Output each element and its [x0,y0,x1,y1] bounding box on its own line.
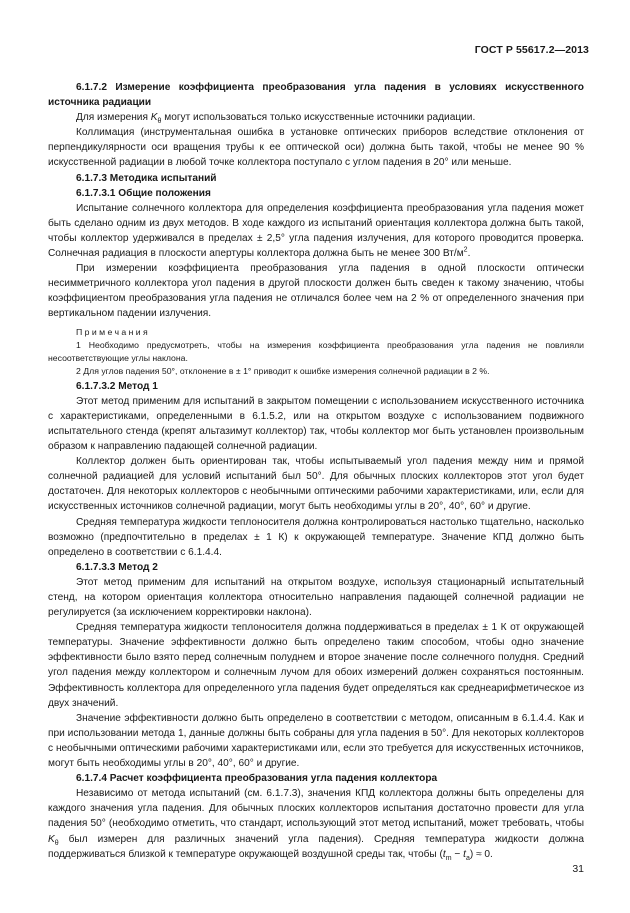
body-paragraph: Этот метод применим для испытаний в закрытом помещении с использованием искусственного источника с характеристиками, определенными в 6.1.5.2, или на открытом воздухе с использованием подвижного испытательного стенда (крепят альтазимут коллектор) так, чтобы коллектор мог быть установлен произвольным образом к направлению падающей солнечной радиации. [48,395,584,453]
section-heading: 6.1.7.3.1 Общие положения [76,187,211,199]
body-paragraph: Значение эффективности должно быть определено в соответствии с методом, описанным в 6.1.4.4. Как и при использовании метода 1, данные должны быть собраны для угла падения в 50°. Для некоторых коллекторов с необычными оптическими рабочими характеристиками или, если это требуется для искусственных источников, могут быть необходимы углы в 20°, 40°, 60° и другие. [48,712,584,770]
note-paragraph: 2 Для углов падения 50°, отклонение в ± 1° приводит к ошибке измерения солнечной радиации в 2 %. [76,366,490,377]
body-paragraph: Средняя температура жидкости теплоносителя должна контролироваться настолько тщательно, насколько возможно (предпочтительно в пределах ± 1 К) к окружающей температуре. Значение КПД должно быть определено в соответствии с 6.1.4.4. [48,516,584,558]
body-paragraph: Для измерения $K_\theta$ могут использоваться только искусственные источники радиации. [76,112,476,126]
note-paragraph: 1 Необходимо предусмотреть, чтобы на измерения коэффициента преобразования угла падения не повлияли несоответствующие углы наклона. [48,339,584,364]
section-heading: 6.1.7.4 Расчет коэффициента преобразования угла падения коллектора [76,773,438,785]
section-heading: 6.1.7.3.3 Метод 2 [76,561,158,573]
standard-header: ГОСТ Р 55617.2—2013 [474,44,589,56]
note-paragraph: Примечания [76,326,151,337]
section-heading: 6.1.7.2 Измерение коэффициента преобразования угла падения в условиях искусственного источника радиации [48,82,584,109]
document-body [48,80,584,862]
body-paragraph: Средняя температура жидкости теплоносителя должна поддерживаться в пределах ± 1 К от окружающей температуры. Значение эффективности должно быть определено таким способом, чтобы одно значение эффективности было взято перед солнечным полуднем и второе значение после солнечного полудня. Средний угол падения между коллектором и солнечным лучом для обоих измерений должен сохраняться постоянным. Эффективность коллектора для определенного угла падения будет определяться как среднеарифметическое из двух значений. [48,622,584,709]
page-number: 31 [572,863,584,875]
section-heading: 6.1.7.3 Методика испытаний [76,172,217,184]
body-paragraph: Этот метод применим для испытаний на открытом воздухе, используя стационарный испытательный стенд, на котором ориентация коллектора относительно направления падающей солнечной радиации не регулируется (за исключением корректировки наклона). [48,576,584,619]
body-paragraph: Коллектор должен быть ориентирован так, чтобы испытываемый угол падения между ним и прямой солнечной радиацией для условий испытаний был 50°. Для обычных плоских коллекторов этот угол будет достаточен. Для некоторых коллекторов с необычными оптическими рабочими характеристиками, или, если для искусственных источников солнечной радиации, могут быть необходимы углы в 20°, 40°, 60° и другие. [48,456,584,513]
body-paragraph: Независимо от метода испытаний (см. 6.1.7.3), значения КПД коллектора должны быть определены для каждого значения угла падения. Для обычных плоских коллекторов испытания достаточно провести для угла падения 50° (необходимо отметить, что стандарт, использующий этот метод испытаний, может требовать, чтобы $K_\theta$ был измерен для различных значений угла падения). Средняя температура жидкости должна поддерживаться близкой к температуре окружающей воздушной среды так, чтобы $(t_m - t_a) \approx 0$. [48,788,584,862]
body-paragraph: Коллимация (инструментальная ошибка в установке оптических приборов вследствие отклонения от перпендикулярности оси вращения трубы к ее оптической оси) должна быть такой, чтобы не менее 90 % искусственной радиации в любой точке коллектора поступало с углом падения в 20° или меньше. [48,127,584,169]
section-heading: 6.1.7.3.2 Метод 1 [76,380,158,392]
body-paragraph: При измерении коэффициента преобразования угла падения в одной плоскости оптически несимметричного коллектора угол падения в другой плоскости должен быть сведен к такому значению, чтобы коэффициентом преобразования угла падения не отличался более чем на 2 % от определенного значения при вертикальном падении излучения. [48,263,584,320]
body-paragraph: Испытание солнечного коллектора для определения коэффициента преобразования угла падения может быть сделано одним из двух методов. В ходе каждого из испытаний ориентация коллектора должна быть такой, чтобы коллектор удерживался в пределах ± 2,5° угла падения излучения, для которого проводится проверка. Солнечная радиация в плоскости апертуры коллектора должна быть не менее 300 $Вт/м^2$. [48,202,584,260]
